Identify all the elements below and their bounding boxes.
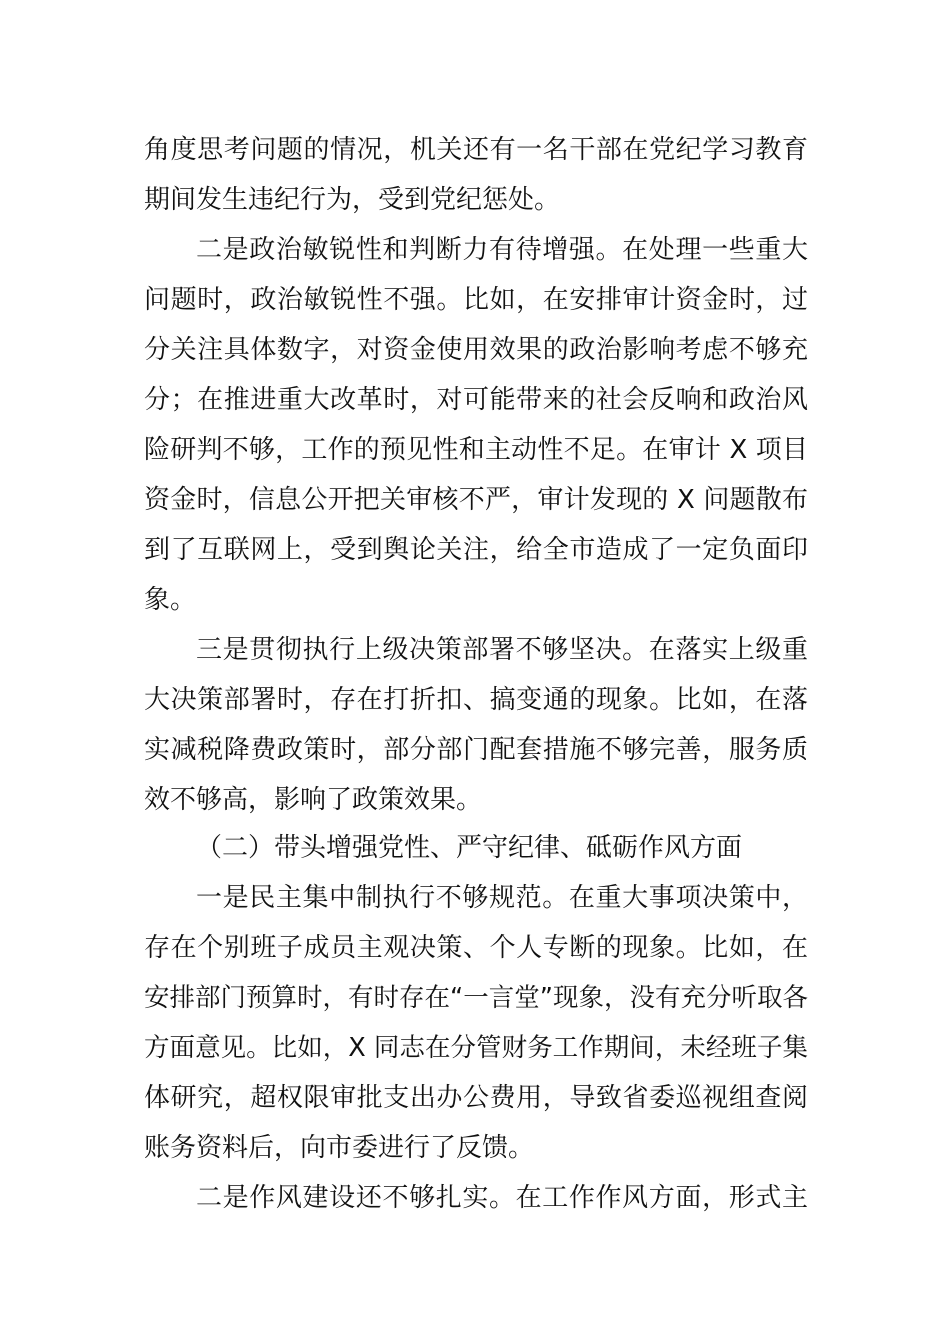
text-line: 实减税降费政策时，部分部门配套措施不够完善，服务质	[144, 735, 808, 765]
text-line: 险研判不够，工作的预见性和主动性不足。在审计 X 项目	[144, 435, 808, 465]
text-line: 角度思考问题的情况，机关还有一名干部在党纪学习教育	[144, 135, 808, 165]
text-line: 到了互联网上，受到舆论关注，给全市造成了一定负面印	[144, 535, 808, 565]
text-line: 问题时，政治敏锐性不强。比如，在安排审计资金时，过	[144, 285, 808, 315]
text-line: 安排部门预算时，有时存在“一言堂”现象，没有充分听取各	[144, 983, 808, 1013]
text-line: 资金时，信息公开把关审核不严，审计发现的 X 问题散布	[144, 485, 808, 515]
text-line: 期间发生违纪行为，受到党纪惩处。	[144, 185, 561, 215]
text-line: 分关注具体数字，对资金使用效果的政治影响考虑不够充	[144, 335, 808, 365]
text-line: 方面意见。比如，X 同志在分管财务工作期间，未经班子集	[144, 1033, 808, 1063]
paragraph-start-line: 二是作风建设还不够扎实。在工作作风方面，形式主	[196, 1183, 808, 1213]
paragraph-start-line: 二是政治敏锐性和判断力有待增强。在处理一些重大	[196, 235, 808, 265]
text-line: 存在个别班子成员主观决策、个人专断的现象。比如，在	[144, 933, 808, 963]
section-heading: （二）带头增强党性、严守纪律、砥砺作风方面	[196, 833, 743, 863]
text-line: 体研究，超权限审批支出办公费用，导致省委巡视组查阅	[144, 1083, 808, 1113]
text-line: 账务资料后，向市委进行了反馈。	[144, 1133, 535, 1163]
text-line: 效不够高，影响了政策效果。	[144, 785, 483, 815]
text-line: 大决策部署时，存在打折扣、搞变通的现象。比如，在落	[144, 685, 808, 715]
text-line: 分；在推进重大改革时，对可能带来的社会反响和政治风	[144, 385, 808, 415]
text-line: 象。	[144, 585, 197, 615]
paragraph-start-line: 三是贯彻执行上级决策部署不够坚决。在落实上级重	[196, 635, 808, 665]
paragraph-start-line: 一是民主集中制执行不够规范。在重大事项决策中，	[196, 883, 808, 913]
